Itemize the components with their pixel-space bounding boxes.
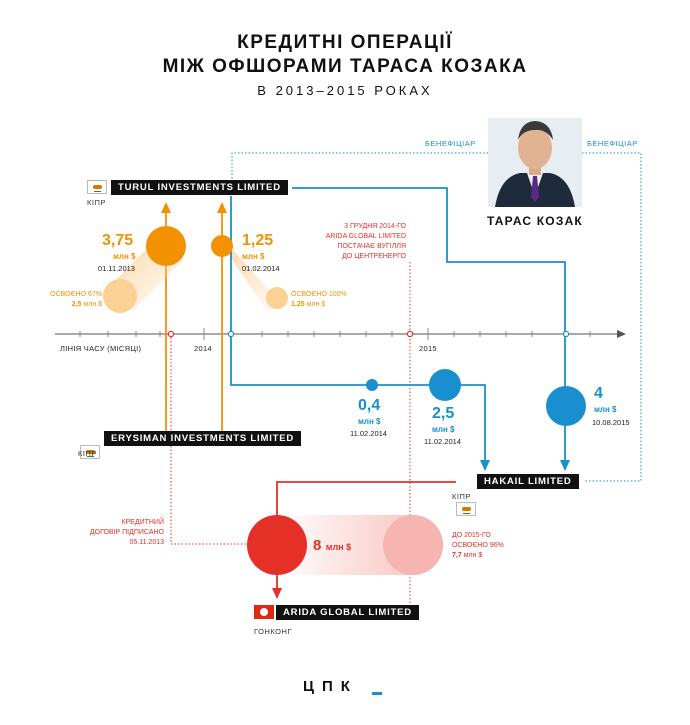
loan-signed-note: КРЕДИТНИЙ ДОГОВІР ПІДПИСАНО 05.11.2013	[89, 519, 164, 546]
transfer-6-note: ДО 2015-ГО ОСВОЄНО 96% 7,7 млн $	[452, 532, 504, 559]
marker-blue-2015	[563, 331, 568, 336]
transfer-2-date: 01.02.2014	[242, 264, 280, 273]
title-line-2: МІЖ ОФШОРАМИ ТАРАСА КОЗАКА	[162, 56, 528, 77]
coal-note: 3 ГРУДНЯ 2014-ГО ARIDA GLOBAL LIMITED ПОСТАЧАЄ ВУГІЛЛЯ ДО ЦЕНТРЕНЕРГО	[325, 223, 406, 260]
transfer-6-label: 8 млн $	[313, 537, 352, 554]
erysiman-country: КІПР	[78, 449, 97, 458]
cyprus-flag-icon	[456, 502, 476, 516]
year-2015-label: 2015	[419, 344, 437, 353]
transfer-3-date: 11.02.2014	[350, 429, 387, 438]
turul-country: КІПР	[87, 198, 106, 207]
flow-orange-2-arrow	[217, 202, 227, 213]
transfer-2-circle	[211, 235, 233, 257]
transfer-2-amount: 1,25	[242, 232, 274, 249]
transfer-3-unit: млн $	[358, 417, 381, 426]
transfer-1-unit: млн $	[113, 252, 136, 261]
marker-coal	[407, 331, 412, 336]
beneficiary-label-left: БЕНЕФІЦІАР	[425, 139, 476, 148]
flow-red-arrow	[272, 588, 282, 599]
marker-loan-signed	[168, 331, 173, 336]
title-line-1: КРЕДИТНІ ОПЕРАЦІЇ	[237, 32, 453, 53]
transfer-6-shadow-circle	[383, 515, 443, 575]
transfer-4-circle	[429, 369, 461, 401]
transfer-5-unit: млн $	[594, 405, 617, 414]
transfer-5-circle	[546, 386, 586, 426]
beneficiary-label-right: БЕНЕФІЦІАР	[587, 139, 638, 148]
beneficiary-name: ТАРАС КОЗАК	[487, 214, 583, 228]
beneficiary-photo	[488, 118, 582, 207]
transfer-1-shadow-circle	[103, 279, 137, 313]
transfer-6-circle	[247, 515, 307, 575]
company-turul: TURUL INVESTMENTS LIMITED	[111, 180, 288, 195]
company-arida: ARIDA GLOBAL LIMITED	[276, 605, 419, 620]
year-2014-label: 2014	[194, 344, 212, 353]
transfer-2-note: ОСВОЄНО 100% 1,25 млн $	[291, 291, 347, 308]
hong-kong-flag-icon	[254, 605, 274, 619]
transfer-5-amount: 4	[594, 385, 603, 402]
company-erysiman: ERYSIMAN INVESTMENTS LIMITED	[104, 431, 301, 446]
company-hakail: HAKAIL LIMITED	[477, 474, 579, 489]
arida-country: ГОНКОНГ	[254, 627, 292, 636]
logo-underscore	[372, 692, 382, 695]
transfer-1-circle	[146, 226, 186, 266]
transfer-3-circle	[366, 379, 378, 391]
transfer-3-amount: 0,4	[358, 397, 381, 414]
subtitle: В 2013–2015 РОКАХ	[257, 83, 433, 98]
flow-orange-1-arrow	[161, 202, 171, 213]
logo: ЦПК	[303, 678, 358, 695]
transfer-2-shadow-circle	[266, 287, 288, 309]
transfer-2-unit: млн $	[242, 252, 265, 261]
timeline-label: ЛІНІЯ ЧАСУ (МІСЯЦІ)	[60, 344, 142, 353]
beneficiary-link-hakail	[582, 153, 641, 481]
cyprus-flag-icon	[87, 180, 107, 194]
transfer-4-unit: млн $	[432, 425, 455, 434]
marker-blue-2014	[228, 331, 233, 336]
transfer-4-amount: 2,5	[432, 405, 455, 422]
timeline-arrowhead	[617, 330, 626, 338]
flow-blue-turul-hakail-arrow	[560, 460, 570, 471]
hakail-country: КІПР	[452, 492, 471, 501]
transfer-1-note: ОСВОЄНО 67% 2,5 млн $	[50, 291, 102, 308]
transfer-4-date: 11.02.2014	[424, 437, 461, 446]
flow-blue-2014-arrow	[480, 460, 490, 471]
transfer-5-date: 10.08.2015	[592, 418, 630, 427]
transfer-1-date: 01.11.2013	[98, 264, 135, 273]
transfer-1-amount: 3,75	[102, 232, 134, 249]
